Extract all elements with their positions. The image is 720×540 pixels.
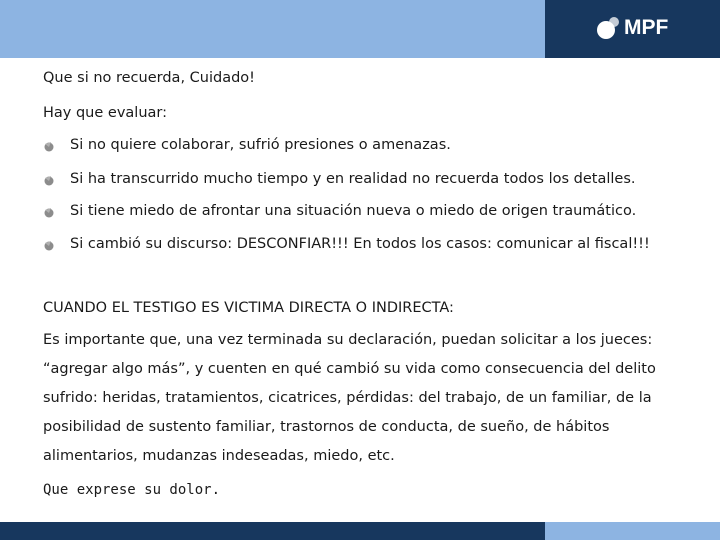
mpf-logo	[596, 14, 668, 42]
paragraph-line: posibilidad de sustento familiar, trastornos de conducta, de sueño, de hábitos	[43, 419, 610, 435]
bullet-text: Si no quiere colaborar, sufrió presiones o amenazas.	[70, 137, 451, 153]
closing-text: Que exprese su dolor.	[43, 482, 221, 498]
bullet-icon	[43, 175, 55, 187]
paragraph-line: sufrido: heridas, tratamientos, cicatrices, pérdidas: del trabajo, de un familiar, de la	[43, 390, 652, 406]
bullet-icon	[43, 240, 55, 252]
paragraph-line: “agregar algo más”, y cuenten en qué cambió su vida como consecuencia del delito	[43, 361, 656, 377]
bullet-text: Si tiene miedo de afrontar una situación nueva o miedo de origen traumático.	[70, 203, 637, 219]
section-heading: CUANDO EL TESTIGO ES VICTIMA DIRECTA O INDIRECTA:	[43, 300, 454, 316]
bullet-text: Si cambió su discurso: DESCONFIAR!!! En todos los casos: comunicar al fiscal!!!	[70, 236, 650, 252]
intro-text: Que si no recuerda, Cuidado!	[43, 70, 255, 86]
bullet-icon	[43, 141, 55, 153]
bullet-text: Si ha transcurrido mucho tiempo y en realidad no recuerda todos los detalles.	[70, 171, 636, 187]
header-band	[0, 0, 545, 58]
evaluate-text: Hay que evaluar:	[43, 105, 167, 121]
mpf-logo-text: MPF	[624, 16, 669, 39]
mpf-logo-icon	[596, 15, 622, 41]
footer-accent	[545, 522, 720, 540]
paragraph-line: Es importante que, una vez terminada su declaración, puedan solicitar a los jueces:	[43, 332, 653, 348]
paragraph-line: alimentarios, mudanzas indeseadas, miedo, etc.	[43, 448, 395, 464]
bullet-icon	[43, 207, 55, 219]
footer-band	[0, 522, 545, 540]
